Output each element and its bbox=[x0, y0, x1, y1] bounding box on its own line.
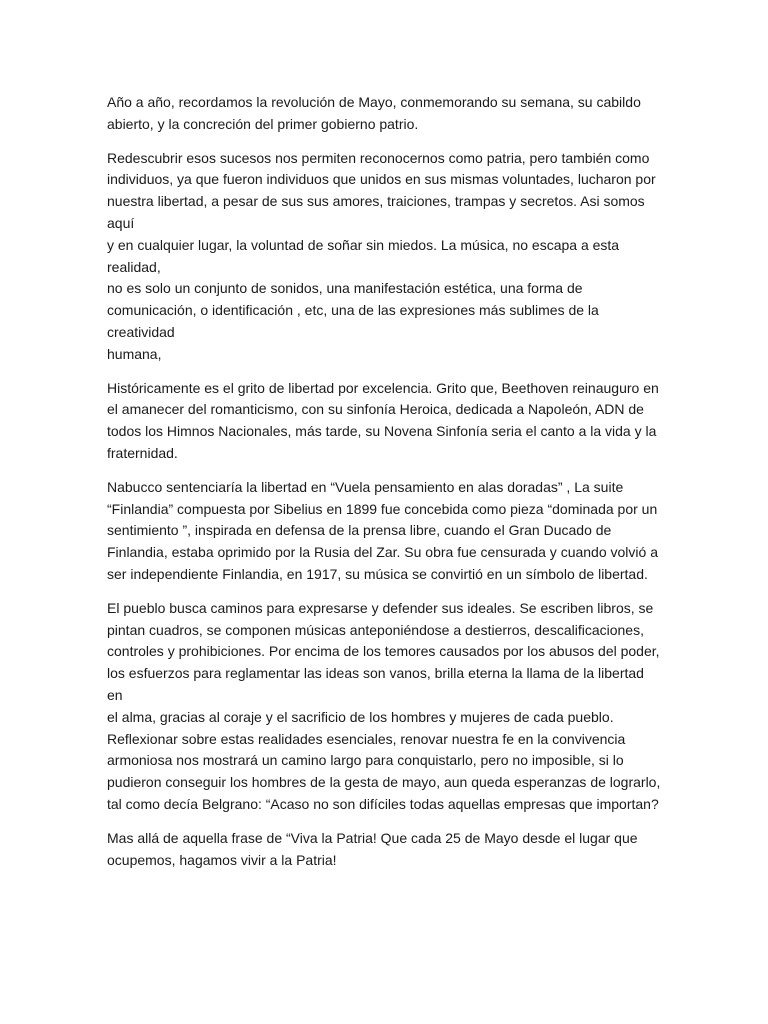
paragraph-1: Año a año, recordamos la revolución de Mayo, conmemorando su semana, su cabildo abierto, y la concreción del primer gobierno patrio. bbox=[107, 94, 641, 132]
paragraph-spacer bbox=[107, 465, 768, 477]
paragraph-spacer bbox=[107, 136, 768, 148]
paragraph-spacer bbox=[107, 586, 768, 598]
paragraph-6: Mas allá de aquella frase de “Viva la Patria! Que cada 25 de Mayo desde el lugar que ocupemos, hagamos vivir a la Patria! bbox=[107, 829, 638, 868]
paragraph-2: Redescubrir esos sucesos nos permiten reconocernos como patria, pero también como individuos, ya que fueron individuos que unidos en sus mismas voluntades, lucharon por nuestra libertad, a pesar de sus sus amores, traiciones, trampas y secretos. Asi somos aquí y en cualquier lugar, la voluntad de soñar sin miedos. La música, no escapa a esta realidad, no es solo un conjunto de sonidos, una manifestación estética, una forma de comunicación, o identificación , etc, una de las expresiones más sublimes de la creatividad humana, bbox=[107, 149, 656, 362]
paragraph-4: Nabucco sentenciaría la libertad en “Vuela pensamiento en alas doradas” , La suite “Finlandia” compuesta por Sibelius en 1899 fue concebida como pieza “dominada por un sentimiento ”, inspirada en defensa de la prensa libre, cuando el Gran Ducado de Finlandia, estaba oprimido por la Rusia del Zar. Su obra fue censurada y cuando volvió a ser independiente Finlandia, en 1917, su música se convirtió en un símbolo de libertad. bbox=[107, 478, 658, 582]
paragraph-5: El pueblo busca caminos para expresarse y defender sus ideales. Se escriben libros, se pintan cuadros, se componen músicas anteponiéndose a destierros, descalificaciones, controles y prohibiciones. Por encima de los temores causados por los abusos del poder, los esfuerzos para reglamentar las ideas son vanos, brilla eterna la llama de la libertad en el alma, gracias al coraje y el sacrificio de los hombres y mujeres de cada pueblo. Reflexionar sobre estas realidades esenciales, renovar nuestra fe en la convivencia armoniosa nos mostrará un camino largo para conquistarlo, pero no imposible, si lo pudieron conseguir los hombres de la gesta de mayo, aun queda esperanzas de lograrlo, tal como decía Belgrano: “Acaso no son difíciles todas aquellas empresas que importan? bbox=[107, 599, 661, 812]
paragraph-spacer bbox=[107, 816, 768, 828]
paragraph-3: Históricamente es el grito de libertad por excelencia. Grito que, Beethoven reinauguro en el amanecer del romanticismo, con su sinfonía Heroica, dedicada a Napoleón, ADN de todos los Himnos Nacionales, más tarde, su Novena Sinfonía seria el canto a la vida y la fraternidad. bbox=[107, 379, 659, 461]
paragraph-spacer bbox=[107, 366, 768, 378]
